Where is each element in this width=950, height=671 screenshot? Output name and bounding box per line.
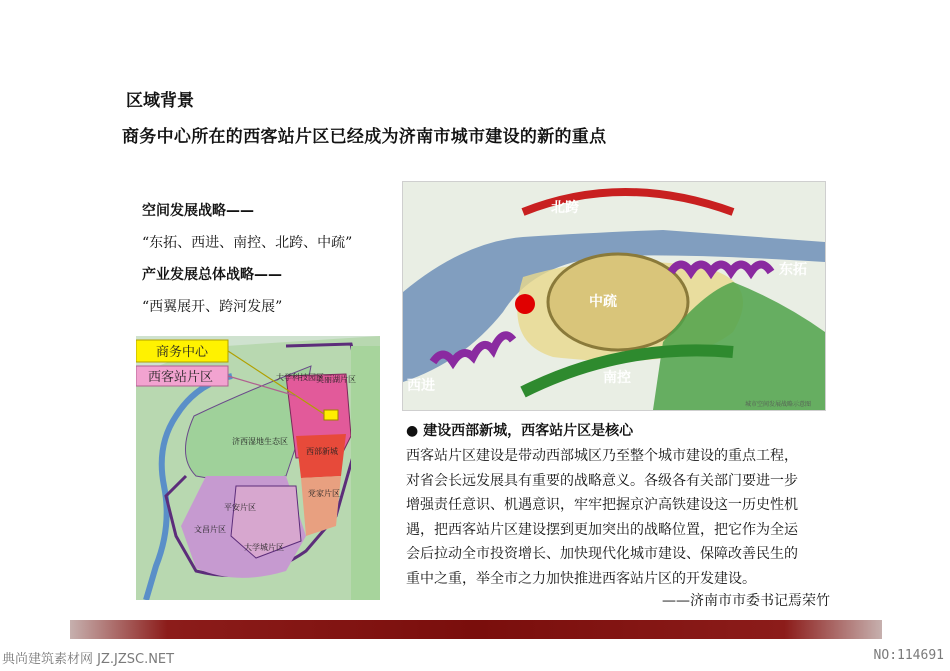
strategy-label-north: 北跨 — [551, 200, 579, 216]
footer-bar — [70, 620, 882, 639]
article-body — [406, 444, 852, 591]
article-line: 会后拉动全市投资增长、加快现代化城市建设、保障改善民生的 — [406, 546, 798, 562]
watermark-left: 典尚建筑素材网 JZ.JZSC.NET — [2, 652, 175, 667]
strategy-label-south: 南控 — [603, 370, 631, 386]
article-line: 重中之重，举全市之力加快推进西客站片区的开发建设。 — [406, 570, 756, 587]
industry-strategy-value: “西翼展开、跨河发展” — [142, 299, 283, 315]
page-subtitle: 商务中心所在的西客站片区已经成为济南市城市建设的新的重点 — [122, 127, 607, 147]
legend-business-center: 商务中心 — [156, 345, 209, 360]
district-label: 西部新城 — [306, 447, 338, 456]
signature: ——济南市市委书记焉荣竹 — [662, 593, 830, 609]
watermark-right: NO:114691 — [873, 648, 944, 663]
district-label: 大学城片区 — [244, 543, 284, 552]
spatial-strategy-value: “东拓、西进、南控、北跨、中疏” — [142, 235, 353, 251]
district-label: 济西湿地生态区 — [232, 437, 288, 446]
article-heading-text: 建设西部新城，西客站片区是核心 — [423, 423, 634, 439]
article-line: 遇，把西客站片区建设摆到更加突出的战略位置，把它作为全运 — [406, 521, 798, 538]
district-label: 美丽湖片区 — [316, 375, 356, 384]
district-map — [136, 336, 380, 600]
section-title: 区域背景 — [126, 91, 194, 111]
strategy-label-center: 中疏 — [589, 294, 617, 310]
legend-xikezhan: 西客站片区 — [148, 370, 214, 385]
industry-strategy-label: 产业发展总体战略—— — [142, 267, 282, 283]
article-heading: ● 建设西部新城，西客站片区是核心 — [406, 423, 634, 439]
article-line: 增强责任意识、机遇意识，牢牢把握京沪高铁建设这一历史性机 — [406, 497, 798, 513]
strategy-label-east: 东拓 — [779, 262, 807, 278]
district-label: 平安片区 — [224, 503, 256, 512]
article-line: 对省会长远发展具有重要的战略意义。各级各有关部门要进一步 — [406, 472, 798, 489]
map-caption: 城市空间发展战略示意图 — [745, 401, 812, 408]
spatial-strategy-label: 空间发展战略—— — [142, 203, 254, 219]
district-label: 党家片区 — [308, 489, 340, 498]
district-label: 大学科技园区 — [276, 373, 324, 382]
article-line: 西客站片区建设是带动西部城区乃至整个城市建设的重点工程， — [406, 448, 798, 464]
strategy-label-west: 西进 — [407, 378, 435, 394]
district-label: 文昌片区 — [194, 525, 226, 534]
strategy-map — [402, 181, 826, 411]
